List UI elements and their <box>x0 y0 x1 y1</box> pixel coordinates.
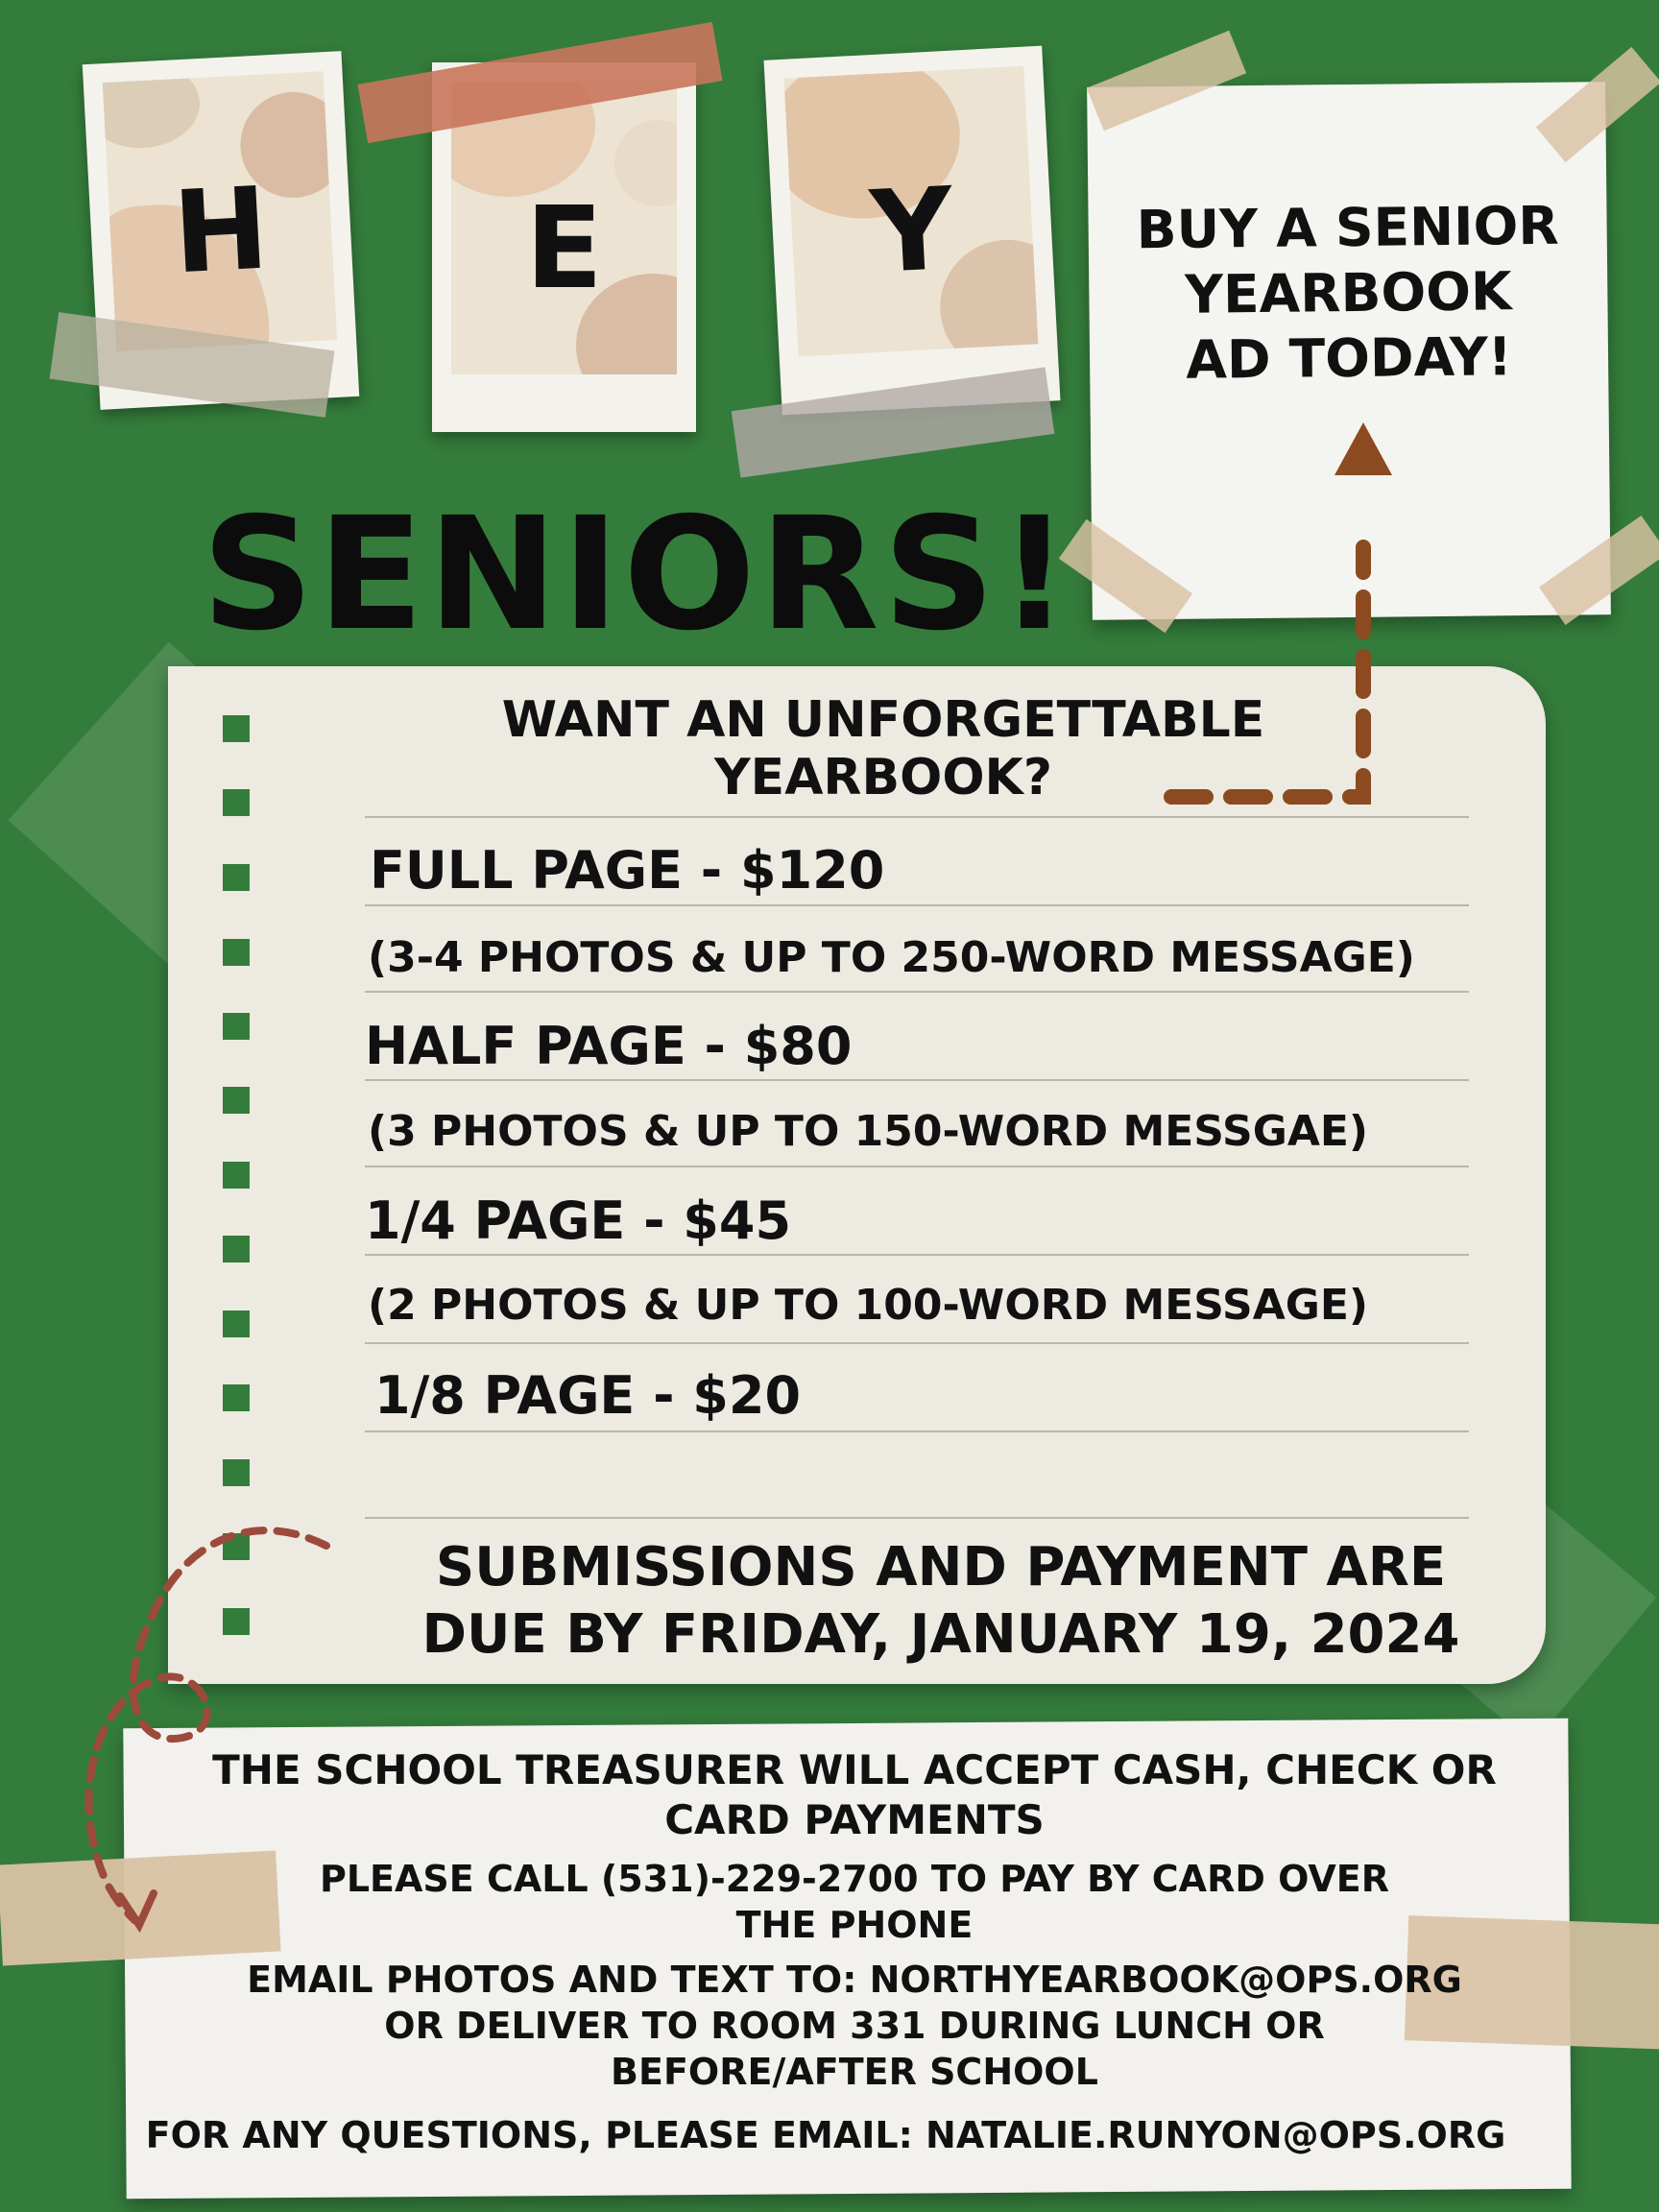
intro-line-1: WANT AN UNFORGETTABLE <box>501 691 1265 749</box>
due-date-text <box>317 1534 1565 1669</box>
option-full-page-detail: (3-4 PHOTOS & UP TO 250-WORD MESSAGE) <box>368 933 1415 982</box>
note-line-2: YEARBOOK <box>1184 260 1512 325</box>
treasurer-text <box>144 1745 1565 1845</box>
arrow-head-icon <box>1334 422 1392 475</box>
treasurer-line-2: CARD PAYMENTS <box>664 1796 1045 1843</box>
email-line-3: BEFORE/AFTER SCHOOL <box>611 2051 1098 2093</box>
polaroid-y <box>764 46 1061 416</box>
loop-arrow-head-icon <box>120 1893 154 1925</box>
email-text <box>144 1957 1565 2095</box>
letter-e: E <box>525 180 603 314</box>
option-half-page-detail: (3 PHOTOS & UP TO 150-WORD MESSGAE) <box>368 1107 1369 1156</box>
questions-text: FOR ANY QUESTIONS, PLEASE EMAIL: NATALIE.RUNYON@OPS.ORG <box>145 2114 1506 2156</box>
option-eighth-page-title: 1/8 PAGE - $20 <box>374 1365 802 1426</box>
option-quarter-page-detail: (2 PHOTOS & UP TO 100-WORD MESSAGE) <box>368 1281 1369 1330</box>
call-line-2: THE PHONE <box>735 1904 974 1946</box>
call-line-1: PLEASE CALL (531)-229-2700 TO PAY BY CARD OVER <box>319 1858 1390 1900</box>
notebook-paper <box>168 666 1546 1684</box>
option-quarter-page-title: 1/4 PAGE - $45 <box>365 1190 792 1251</box>
letter-h: H <box>170 161 272 300</box>
call-text <box>144 1856 1565 1948</box>
dashed-arrow <box>1152 403 1402 806</box>
treasurer-line-1: THE SCHOOL TREASURER WILL ACCEPT CASH, CHECK OR <box>212 1746 1497 1793</box>
note-line-1: BUY A SENIOR <box>1136 194 1560 261</box>
option-half-page-title: HALF PAGE - $80 <box>365 1016 853 1076</box>
letter-y: Y <box>867 161 957 300</box>
intro-line-2: YEARBOOK? <box>714 749 1052 806</box>
headline-seniors: SENIORS! <box>202 485 1074 665</box>
note-line-3: AD TODAY! <box>1185 325 1513 391</box>
email-line-1: EMAIL PHOTOS AND TEXT TO: NORTHYEARBOOK@OPS.ORG <box>247 1959 1462 2001</box>
due-line-2: DUE BY FRIDAY, JANUARY 19, 2024 <box>421 1603 1460 1666</box>
option-full-page-title: FULL PAGE - $120 <box>370 840 885 901</box>
dashed-loop-arrow <box>38 1517 346 1959</box>
email-line-2: OR DELIVER TO ROOM 331 DURING LUNCH OR <box>384 2005 1325 2047</box>
due-line-1: SUBMISSIONS AND PAYMENT ARE <box>435 1536 1447 1599</box>
